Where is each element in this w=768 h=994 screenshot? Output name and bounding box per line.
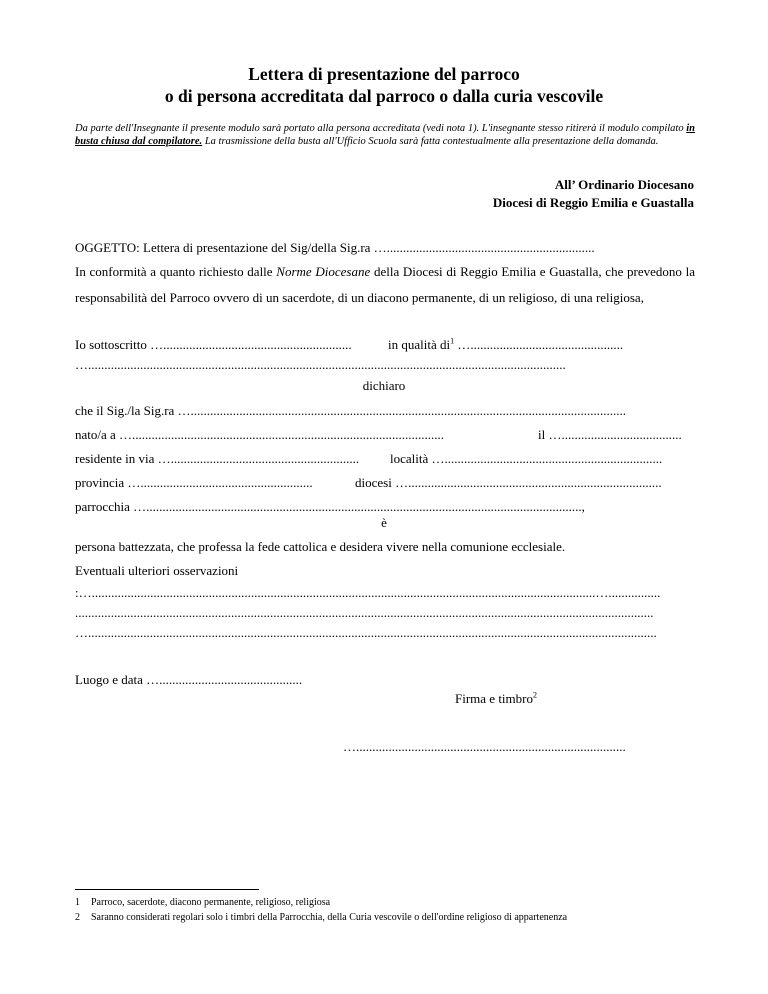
intro-text-end: La trasmissione della busta all'Ufficio Scuola sarà fatta contestualmente alla presentazione della domanda. bbox=[202, 136, 659, 147]
osservazioni-line-1: :…...........................................................................................................................................................…................ bbox=[75, 585, 661, 600]
qualita-label: in qualità di bbox=[388, 337, 451, 352]
luogo-data-field: Luogo e data …............................................ bbox=[75, 672, 303, 687]
localita-field: località …................................................................... bbox=[390, 451, 663, 466]
sig-field: che il Sig./la Sig.ra …...................................................................................................................................... bbox=[75, 403, 627, 418]
osservazioni-line-2: .................................................................................................................................................................................. bbox=[75, 605, 654, 620]
conformita-text: In conformità a quanto richiesto dalle bbox=[75, 264, 277, 279]
diocesi-field: diocesi ….............................................................................. bbox=[355, 475, 662, 490]
osservazioni-label: Eventuali ulteriori osservazioni bbox=[75, 563, 239, 578]
firma-label bbox=[455, 691, 537, 707]
footnote-2-text: Saranno considerati regolari solo i timbri della Parrocchia, della Curia vescovile o dell'ordine religioso di appartenenza bbox=[91, 912, 568, 923]
parrocchia-field: parrocchia …......................................................................................................................................, bbox=[75, 499, 585, 514]
norme-diocesane-italic: Norme Diocesane bbox=[276, 264, 371, 279]
data-nascita-field: il …..................................... bbox=[538, 427, 682, 442]
document-title-line2: o di persona accreditata dal parroco o dalla curia vescovile bbox=[164, 86, 604, 106]
sottoscritto-continuation: …................................................................................................................................................... bbox=[75, 357, 566, 372]
footnote-2 bbox=[75, 912, 567, 923]
oggetto-line: OGGETTO: Lettera di presentazione del Sig/della Sig.ra …................................................................ bbox=[75, 240, 595, 255]
osservazioni-line-3: …............................................................................................................................................................................... bbox=[75, 625, 657, 640]
conformita-paragraph bbox=[75, 259, 695, 311]
residente-field: residente in via ….......................................................... bbox=[75, 451, 360, 466]
footnote-separator bbox=[75, 889, 259, 890]
footnote-ref-1: 1 bbox=[450, 336, 455, 346]
provincia-field: provincia …..................................................... bbox=[75, 475, 313, 490]
firma-text: Firma e timbro bbox=[455, 691, 533, 706]
nato-field: nato/a a …................................................................................................ bbox=[75, 427, 445, 442]
footnote-1-number: 1 bbox=[75, 897, 80, 908]
e-connector: è bbox=[381, 515, 387, 530]
intro-text: Da parte dell'Insegnante il presente modulo sarà portato alla persona accreditata (vedi nota 1). L'insegnante stesso ritirerà il modulo compilato bbox=[75, 123, 687, 134]
sottoscritto-field: Io sottoscritto ….......................................................... bbox=[75, 337, 352, 352]
qualita-field bbox=[388, 337, 623, 353]
qualita-dots: …............................................... bbox=[454, 337, 624, 352]
footnote-1 bbox=[75, 897, 330, 908]
footnote-1-text: Parroco, sacerdote, diacono permanente, religioso, religiosa bbox=[91, 897, 331, 908]
intro-underlined-text: in busta chiusa dal compilatore. bbox=[75, 123, 695, 147]
addressee-line1: All’ Ordinario Diocesano bbox=[554, 177, 694, 192]
intro-paragraph bbox=[75, 122, 695, 148]
document-title-line1: Lettera di presentazione del parroco bbox=[248, 64, 520, 84]
dichiaro-heading: dichiaro bbox=[362, 378, 406, 393]
footnote-2-number: 2 bbox=[75, 912, 80, 923]
addressee-line2: Diocesi di Reggio Emilia e Guastalla bbox=[492, 195, 694, 210]
footnote-ref-2: 2 bbox=[533, 690, 537, 700]
conformita-text-end: della Diocesi di Reggio Emilia e Guastalla, che prevedono la responsabilità del Parroco ovvero di un sacerdote, di un diacono permanente, di un religioso, di una religiosa, bbox=[75, 264, 696, 305]
firma-line: …................................................................................... bbox=[343, 739, 626, 754]
statement-line: persona battezzata, che professa la fede cattolica e desidera vivere nella comunione ecclesiale. bbox=[75, 539, 566, 554]
